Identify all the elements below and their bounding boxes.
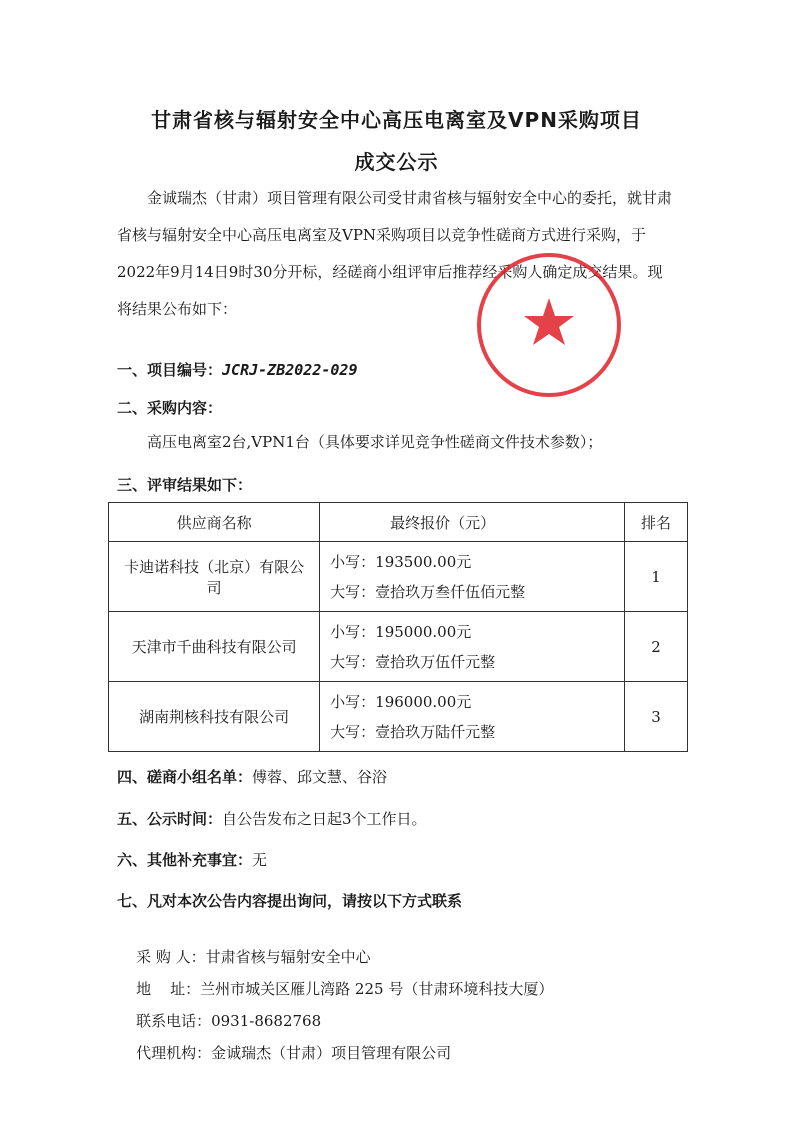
table-header-row: [109, 503, 688, 542]
price-cell: [320, 542, 625, 612]
section-review-results: [117, 474, 252, 495]
contact-label: 联系电话：: [136, 1012, 212, 1030]
section-heading: 四、磋商小组名单：: [117, 768, 253, 786]
price-big: 大写：壹拾玖万叁仟伍佰元整: [330, 582, 526, 601]
table-row: [109, 612, 688, 682]
company-seal-icon: [474, 250, 624, 400]
project-number: JCRJ-ZB2022-029: [222, 361, 358, 379]
price-small: 小写：195000.00元: [330, 622, 472, 641]
rank: 2: [625, 612, 688, 682]
supplier-name: 卡迪诺科技（北京）有限公司: [109, 542, 320, 612]
rank: 3: [625, 682, 688, 752]
contact-value: 0931-8682768: [211, 1012, 322, 1030]
procurement-content-text: 高压电离室2台,VPN1台（具体要求详见竞争性磋商文件技术参数）；: [147, 433, 603, 451]
document-subtitle: 成交公示: [354, 150, 439, 174]
contact-label: 采 购 人：: [136, 948, 206, 966]
contact-label: 代理机构：: [136, 1044, 212, 1062]
price-cell: [320, 612, 625, 682]
section-heading: 五、公示时间：: [117, 810, 223, 828]
contact-agency: [117, 1024, 451, 1081]
price-small: 小写：193500.00元: [330, 552, 472, 571]
intro-text: 金诚瑞杰（甘肃）项目管理有限公司受甘肃省核与辐射安全中心的委托，就甘肃省核与辐射安全中心高压电离室及VPN采购项目以竞争性磋商方式进行采购，于2022年9月14日9时30分开标，经磋商小组评审后推荐经采购人确定成交结果。现将结果公布如下：: [117, 189, 673, 318]
results-table: [108, 502, 688, 752]
section-heading: 三、评审结果如下：: [117, 476, 253, 494]
table-row: [109, 682, 688, 752]
publicity-period: 自公告发布之日起3个工作日。: [222, 810, 427, 828]
header-rank: 排名: [625, 503, 688, 542]
section-heading: 六、其他补充事宜：: [117, 851, 253, 869]
header-price: 最终报价（元）: [320, 503, 625, 542]
section-publicity-period: [117, 808, 427, 829]
rank: 1: [625, 542, 688, 612]
document-title: 甘肃省核与辐射安全中心高压电离室及VPN采购项目: [151, 108, 642, 132]
section-panel-members: [117, 766, 387, 787]
price-small: 小写：196000.00元: [330, 692, 472, 711]
price-big: 大写：壹拾玖万陆仟元整: [330, 722, 496, 741]
supplier-name: 湖南荆核科技有限公司: [109, 682, 320, 752]
section-heading: 一、项目编号：: [117, 361, 223, 379]
section-other-matters: [117, 849, 267, 870]
section-contact: [117, 890, 462, 911]
other-matters: 无: [252, 851, 268, 869]
price-cell: [320, 682, 625, 752]
contact-value: 甘肃省核与辐射安全中心: [205, 948, 371, 966]
panel-members: 傅蓉、邱文慧、谷浴: [252, 768, 388, 786]
supplier-name: 天津市千曲科技有限公司: [109, 612, 320, 682]
contact-value: 金诚瑞杰（甘肃）项目管理有限公司: [211, 1044, 452, 1062]
section-heading: 七、凡对本次公告内容提出询问，请按以下方式联系: [117, 892, 463, 910]
price-big: 大写：壹拾玖万伍仟元整: [330, 652, 496, 671]
section-project-number: [117, 359, 357, 380]
section-procurement-content: [117, 397, 222, 418]
table-row: [109, 542, 688, 612]
header-supplier: 供应商名称: [109, 503, 320, 542]
section-heading: 二、采购内容：: [117, 399, 223, 417]
contact-label: 地 址：: [136, 980, 201, 998]
contact-value: 兰州市城关区雁儿湾路 225 号（甘肃环境科技大厦）: [200, 980, 554, 998]
